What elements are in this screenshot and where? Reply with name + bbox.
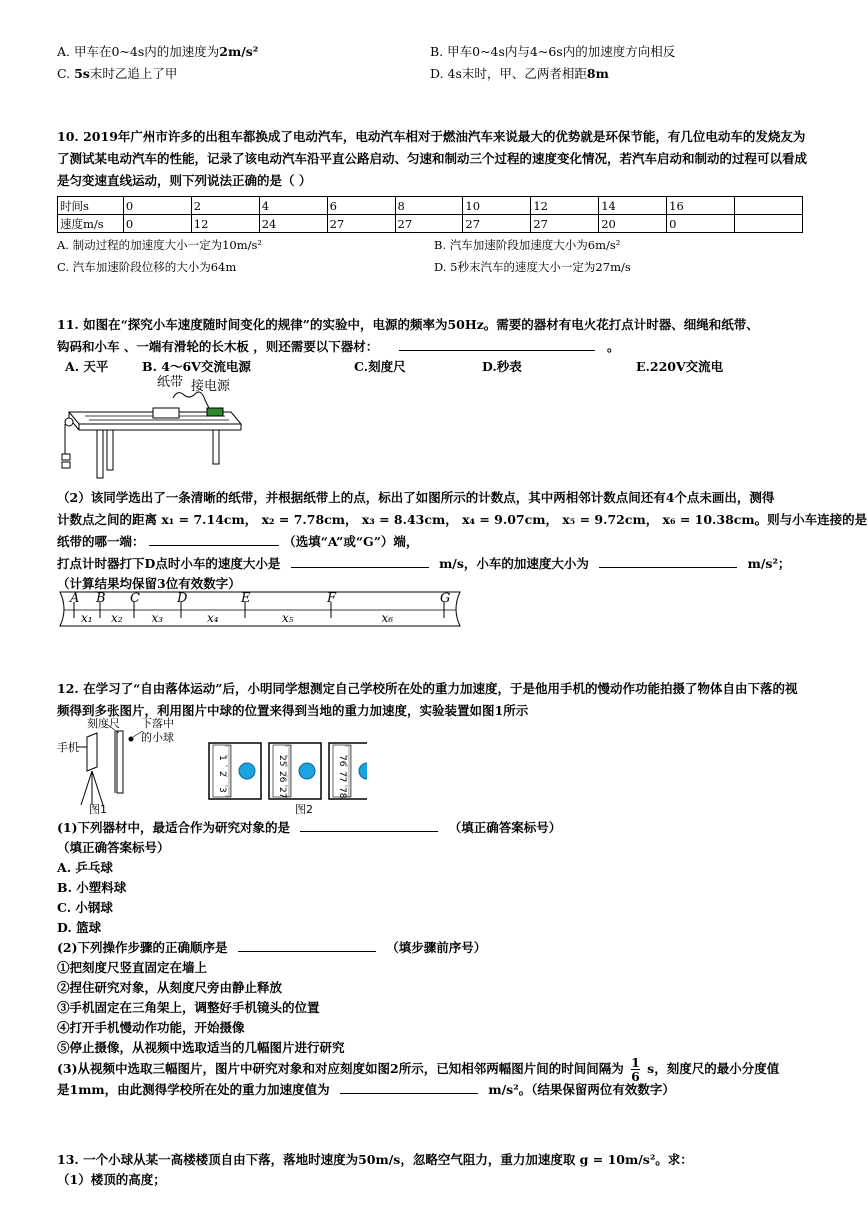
q12-part3-line2: [57, 1080, 675, 1098]
scale-number: 78: [337, 787, 347, 799]
q11-end-blank[interactable]: [149, 533, 279, 546]
q11-frequency: 50Hz: [447, 317, 484, 332]
ball-label-1: 下落中: [141, 717, 174, 730]
scale-number: 26: [277, 771, 287, 783]
q11-tape-diagram: [56, 588, 468, 630]
fig2-label: 图2: [295, 803, 313, 815]
q10-option-d: D. 5秒末汽车的速度大小一定为27m/s: [434, 260, 631, 274]
tape-segment-label: x₃: [151, 611, 164, 625]
table-cell: 10: [463, 197, 531, 215]
q9-option-a: [57, 42, 258, 60]
q10-data-table: [57, 196, 803, 233]
q11-option-b: B. 4～6V交流电源: [142, 359, 251, 374]
q11-option-c: C.刻度尺: [354, 359, 406, 374]
power-label: 接电源: [191, 379, 231, 394]
q11-stem2-end: 。: [606, 339, 620, 354]
table-cell: 24: [259, 215, 327, 233]
q11-part2-line3-hint: （选填“A”或“G”）端，: [283, 534, 419, 549]
ball: [299, 763, 315, 779]
q11-part2-line4-unit: m/s，小车的加速度大小为: [439, 556, 589, 571]
fig1-label: 图1: [89, 803, 107, 815]
table-cell: 14: [599, 197, 667, 215]
table-cell: 0: [123, 215, 191, 233]
q12-step: ①把刻度尺竖直固定在墙上: [57, 960, 208, 975]
q12-option: A. 乒乓球: [57, 860, 113, 875]
q11-stem-text2: 。需要的器材有电火花打点计时器、细绳和纸带、: [483, 317, 759, 332]
scale-number: 3: [217, 787, 227, 793]
ball: [239, 763, 255, 779]
q12-figures: [57, 715, 367, 815]
tape-point-label: E: [241, 591, 251, 606]
q9-option-a-text: A. 甲车在0~4s内的加速度为: [57, 44, 220, 59]
tape-point-label: D: [177, 591, 188, 606]
q12-part2-hint: （填步骤前序号）: [386, 940, 487, 955]
table-cell: 0: [667, 215, 735, 233]
q11-accel-blank[interactable]: [599, 555, 737, 568]
phone-label: 手机: [57, 741, 79, 754]
table-cell: 12: [191, 215, 259, 233]
ball-label-2: 的小球: [141, 731, 174, 744]
q12-part2-blank[interactable]: [238, 939, 376, 952]
table-cell: 4: [259, 197, 327, 215]
q12-part3-text3: 是1mm，由此测得学校所在处的重力加速度值为: [57, 1082, 330, 1097]
q12-part1-hint: （填正确答案标号）: [448, 820, 562, 835]
scale-number: 76: [337, 755, 347, 767]
table-row: [58, 215, 803, 233]
q12-option: C. 小钢球: [57, 900, 113, 915]
q12-part1-blank[interactable]: [300, 819, 438, 832]
q11-part2-line2: 计数点之间的距离 x₁ = 7.14cm， x₂ = 7.78cm， x₃ = 8.43cm， x₄ = 9.07cm， x₅ = 9.72cm， x₆ = 10.38cm。则与小车连接的是: [57, 512, 867, 527]
q9-option-d-prefix: D. 4s末时，甲、乙两者相距: [430, 66, 587, 81]
tape-segment-label: x₁: [81, 611, 93, 625]
q9-option-c-bold: 5s: [74, 66, 90, 81]
q11-option-d: D.秒表: [482, 359, 522, 374]
tape-point-label: A: [70, 591, 80, 606]
tape-point-label: B: [96, 591, 106, 606]
tape-label: 纸带: [157, 375, 184, 390]
table-cell: 27: [463, 215, 531, 233]
q10-stem: 10. 2019年广州市许多的出租车都换成了电动汽车，电动汽车相对于燃油汽车来说最大的优势就是环保节能，有几位电动车的发烧友为了测试某电动汽车的性能，记录了该电动汽车沿平直公路启动、匀速和制动三个过程的速度变化情况，若汽车启动和制动的过程可以看成是匀变速直线运动，则下列说法正确的是（ ）: [57, 129, 808, 188]
q11-part2-line4: [57, 554, 790, 572]
q13-part1: （1）楼顶的高度；: [57, 1172, 166, 1187]
q12-part3-line1: [57, 1056, 779, 1083]
q13-stem: 13. 一个小球从某一高楼楼顶自由下落，落地时速度为50m/s，忽略空气阻力，重力加速度取 g = 10m/s²。求：: [57, 1152, 693, 1167]
q11-part2-line4-text: 打点计时器打下D点时小车的速度大小是: [57, 556, 281, 571]
q10-option-b: B. 汽车加速阶段加速度大小为6m/s²: [434, 238, 621, 252]
table-cell: 0: [123, 197, 191, 215]
table-cell: 2: [191, 197, 259, 215]
q11-stem-text: 11. 如图在“探究小车速度随时间变化的规律”的实验中，电源的频率为: [57, 317, 448, 332]
scale-number: 27: [277, 787, 287, 799]
tape-point-label: G: [440, 591, 451, 606]
q10-option-c: C. 汽车加速阶段位移的大小为64m: [57, 260, 237, 274]
q12-part3-blank[interactable]: [340, 1081, 478, 1094]
q9-option-b: B. 甲车0~4s内与4~6s内的加速度方向相反: [430, 44, 676, 59]
q9-option-d-bold: 8m: [586, 66, 609, 81]
scale-number: 77: [337, 771, 347, 783]
q12-part2-text: (2)下列操作步骤的正确顺序是: [57, 940, 228, 955]
scale-number: 2: [217, 771, 227, 777]
q9-option-a-value: 2m/s²: [219, 44, 259, 59]
table-cell: 20: [599, 215, 667, 233]
q12-part3-unit: m/s²。（结果保留两位有效数字）: [488, 1082, 675, 1097]
q9-option-c: [57, 64, 177, 82]
q12-part1-hint2: （填正确答案标号）: [57, 840, 170, 855]
table-cell: [735, 215, 803, 233]
q12-step: ④打开手机慢动作功能，开始摄像: [57, 1020, 245, 1035]
table-cell: 12: [531, 197, 599, 215]
q12-step: ②捏住研究对象，从刻度尺旁由静止释放: [57, 980, 283, 995]
table-cell: 6: [327, 197, 395, 215]
q12-option: B. 小塑料球: [57, 880, 127, 895]
tape-segment-label: x₆: [381, 611, 394, 625]
table-cell: [735, 197, 803, 215]
q12-part3-text2: s，刻度尺的最小分度值: [647, 1061, 780, 1076]
q11-part2-line1: （2）该同学选出了一条清晰的纸带，并根据纸带上的点，标出了如图所示的计数点，其中两相邻计数点间还有4个点未画出，测得: [57, 490, 775, 505]
table-cell: 27: [531, 215, 599, 233]
q12-step: ⑤停止摄像，从视频中选取适当的几幅图片进行研究: [57, 1040, 345, 1055]
scale-number: 25: [277, 755, 287, 767]
q11-part2-line4-unit2: m/s²；: [747, 556, 791, 571]
q11-apparatus-figure: [55, 372, 245, 482]
table-cell: 8: [395, 197, 463, 215]
table-row-header: 速度m/s: [58, 215, 124, 233]
scale-number: 1: [217, 755, 227, 761]
tape-point-label: F: [327, 591, 337, 606]
q11-answer-blank[interactable]: [399, 338, 595, 351]
q12-option: D. 篮球: [57, 920, 102, 935]
table-cell: 16: [667, 197, 735, 215]
q11-stem-line2: [57, 337, 619, 355]
table-cell: 27: [395, 215, 463, 233]
q11-option-e: E.220V交流电: [636, 359, 724, 374]
q11-part2-line3: [57, 532, 418, 550]
q11-stem-line1: [57, 315, 759, 333]
fraction-denominator: 6: [631, 1069, 640, 1084]
tape-segment-label: x₅: [282, 611, 294, 625]
table-row: [58, 197, 803, 215]
q11-part2-line3-text: 纸带的哪一端：: [57, 534, 145, 549]
q12-part2: [57, 938, 486, 956]
tape-segment-label: x₂: [111, 611, 123, 625]
q12-stem: 12. 在学习了“自由落体运动”后，小明同学想测定自己学校所在处的重力加速度，于是他用手机的慢动作功能拍摄了物体自由下落的视频得到多张图片，利用图片中球的位置来得到当地的重力加速度，实验装置如图1所示: [57, 681, 798, 718]
ruler-label: 刻度尺: [87, 717, 120, 730]
time-fraction: [631, 1056, 640, 1083]
q9-option-c-prefix: C.: [57, 66, 75, 81]
q12-step: ③手机固定在三角架上，调整好手机镜头的位置: [57, 1000, 320, 1015]
q11-part2-line5: （计算结果均保留3位有效数字）: [57, 576, 241, 591]
q12-part1-text: (1)下列器材中，最适合作为研究对象的是: [57, 820, 291, 835]
q12-part1: [57, 818, 561, 836]
q10-option-a: A. 制动过程的加速度大小一定为10m/s²: [57, 238, 263, 252]
q11-option-a: A. 天平: [65, 359, 109, 374]
table-row-header: 时间s: [58, 197, 124, 215]
tape-point-label: C: [130, 591, 140, 606]
q11-speed-blank[interactable]: [291, 555, 429, 568]
table-cell: 27: [327, 215, 395, 233]
fraction-numerator: 1: [631, 1055, 640, 1070]
q11-stem2-text: 钩码和小车 、一端有滑轮的长木板 ，则还需要以下器材：: [57, 339, 379, 354]
tape-segment-label: x₄: [207, 611, 219, 625]
q9-option-d: [430, 64, 609, 82]
q12-part3-text: (3)从视频中选取三幅图片，图片中研究对象和对应刻度如图2所示，已知相邻两幅图片间的时间间隔为: [57, 1061, 624, 1076]
q9-option-c-suffix: 末时乙追上了甲: [89, 66, 178, 81]
